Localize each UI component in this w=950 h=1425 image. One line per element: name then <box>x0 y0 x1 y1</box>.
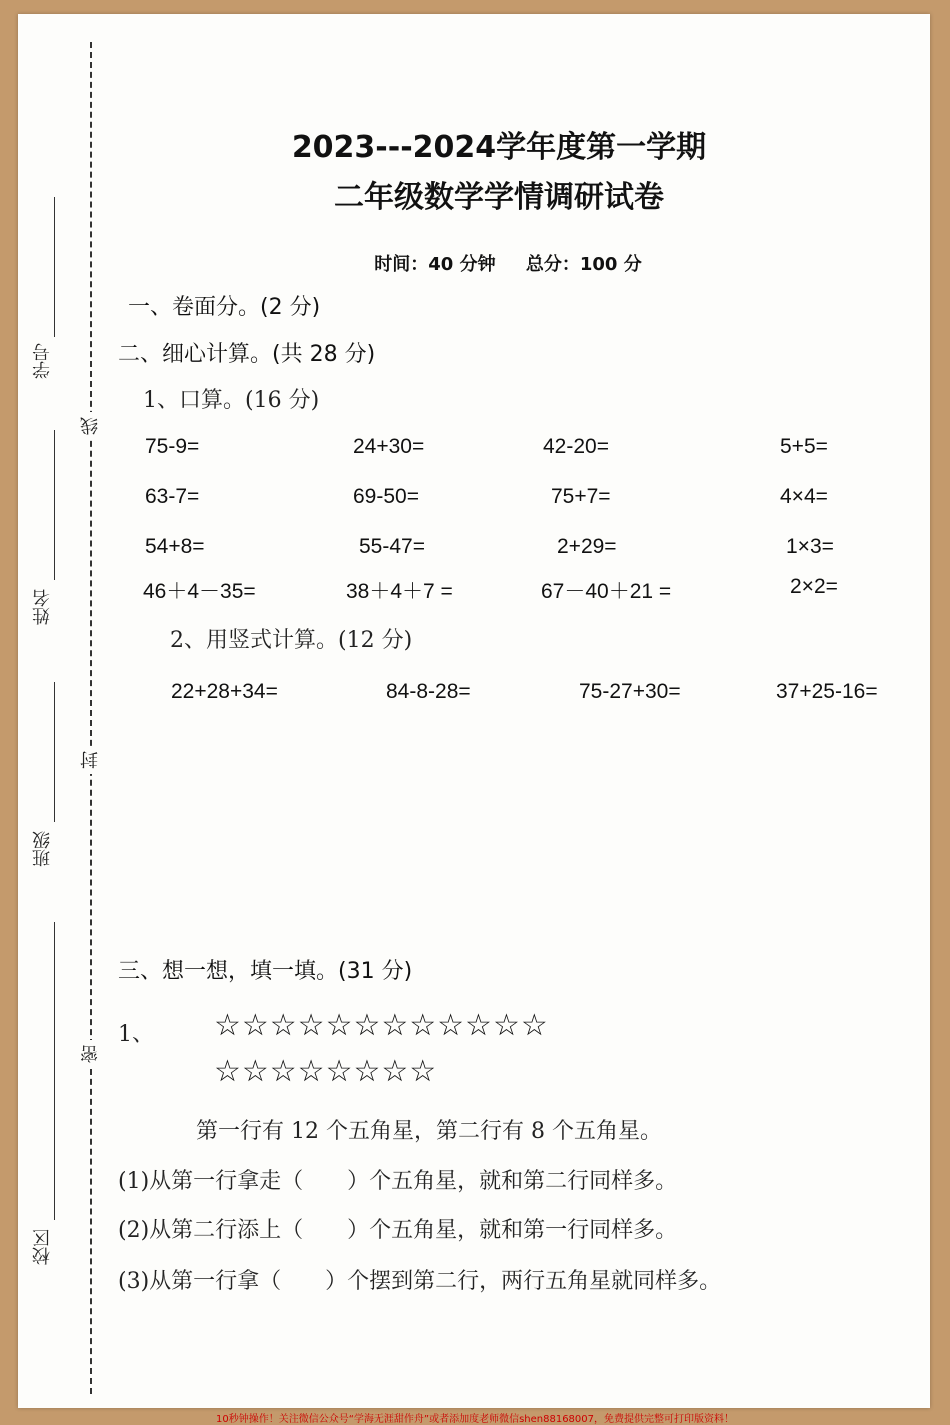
oral-calc-item: 1×3= <box>786 535 834 558</box>
seal-dashed-line <box>90 42 92 1394</box>
exam-total-score: 总分：100 分 <box>525 254 642 275</box>
oral-calc-item: 38＋4＋7 = <box>346 580 453 603</box>
exam-meta <box>18 250 950 276</box>
name-label: 姓名 <box>32 589 53 625</box>
question1-sub3: (3)从第一行拿（ ）个摆到第二行，两行五角星就同样多。 <box>118 1269 722 1294</box>
oral-calc-item: 55-47= <box>359 535 425 558</box>
question1-sub2: (2)从第二行添上（ ）个五角星，就和第一行同样多。 <box>118 1218 678 1243</box>
oral-calc-item: 69-50= <box>353 485 419 508</box>
vertical-calc-item: 84-8-28= <box>386 680 471 703</box>
exam-paper <box>18 14 930 1408</box>
page-title-year: 2023---2024学年度第一学期 <box>291 130 707 165</box>
school-underline <box>54 922 55 1220</box>
oral-calc-item: 2+29= <box>557 535 617 558</box>
name-underline <box>54 430 55 580</box>
school-label: 校区 <box>32 1229 53 1265</box>
seal-char-secret: 密 <box>78 1040 104 1068</box>
oral-calc-item: 4×4= <box>780 485 828 508</box>
oral-calc-item: 42-20= <box>543 435 609 458</box>
exam-time: 时间：40 分钟 <box>374 254 496 275</box>
part2-heading: 2、用竖式计算。(12 分) <box>170 628 413 653</box>
footer-watermark: 10秒钟操作！关注微信公众号“学海无涯甜作舟”或者添加度老师微信shen88168007，免费提供完整可打印版资料！ <box>215 1414 735 1425</box>
oral-calc-item: 54+8= <box>145 535 205 558</box>
oral-calc-item: 67－40＋21 = <box>541 580 672 603</box>
oral-calc-item: 75-9= <box>145 435 200 458</box>
seal-char-seal: 封 <box>78 746 104 774</box>
seal-char-line: 线 <box>78 412 104 440</box>
binding-margin <box>18 14 118 1408</box>
page-title-exam: 二年级数学学情调研试卷 <box>334 180 664 215</box>
oral-calc-item: 46＋4－35= <box>143 580 256 603</box>
oral-calc-item: 5+5= <box>780 435 828 458</box>
vertical-calc-item: 22+28+34= <box>171 680 278 703</box>
oral-calc-item: 63-7= <box>145 485 200 508</box>
class-label: 班级 <box>32 831 53 867</box>
student-no-label: 学号 <box>32 343 53 379</box>
oral-calc-item: 75+7= <box>551 485 611 508</box>
section3-heading: 三、想一想，填一填。(31 分) <box>118 959 413 984</box>
section2-heading: 二、细心计算。(共 28 分) <box>118 342 376 367</box>
vertical-calc-item: 37+25-16= <box>776 680 878 703</box>
star-row-2: ☆☆☆☆☆☆☆☆ <box>214 1054 438 1089</box>
vertical-calc-item: 75-27+30= <box>579 680 681 703</box>
star-row-1: ☆☆☆☆☆☆☆☆☆☆☆☆ <box>214 1008 549 1043</box>
question1-number: 1、 <box>118 1022 154 1047</box>
question1-sub1: (1)从第一行拿走（ ）个五角星，就和第二行同样多。 <box>118 1169 678 1194</box>
question1-description: 第一行有 12 个五角星，第二行有 8 个五角星。 <box>196 1119 662 1144</box>
class-underline <box>54 682 55 822</box>
section1-heading: 一、卷面分。(2 分) <box>128 295 321 320</box>
oral-calc-item: 24+30= <box>353 435 425 458</box>
oral-calc-item: 2×2= <box>790 575 838 598</box>
part1-heading: 1、口算。(16 分) <box>143 388 320 413</box>
